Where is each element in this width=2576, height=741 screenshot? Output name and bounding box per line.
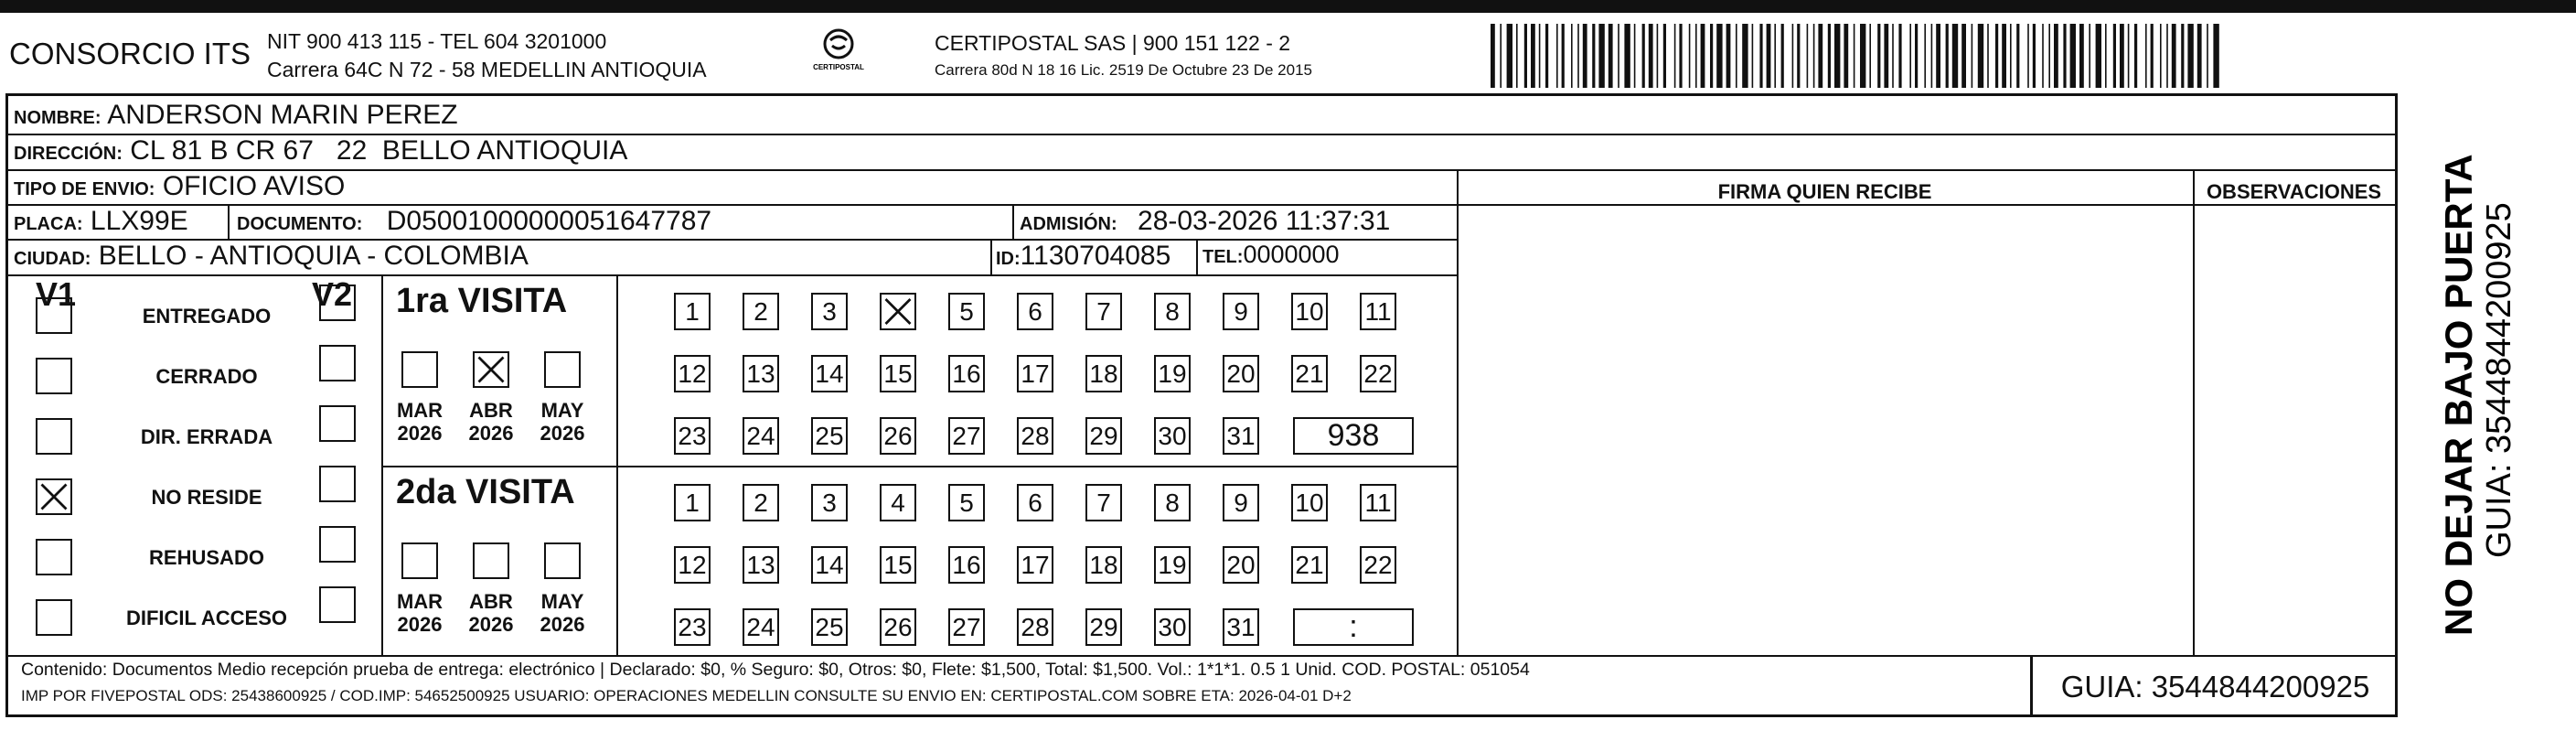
barcode-bar [1987, 24, 1989, 88]
day-box[interactable]: 16 [948, 355, 985, 392]
day-box[interactable]: 29 [1085, 417, 1122, 455]
col-divider-firma [1457, 169, 1459, 655]
barcode-bar [1674, 24, 1676, 88]
direccion-value: CL 81 B CR 67 22 BELLO ANTIOQUIA [130, 135, 628, 166]
direccion-row [14, 135, 627, 166]
day-box[interactable]: 18 [1085, 355, 1122, 392]
barcode-bar [1952, 24, 1958, 88]
barcode-bar [1774, 24, 1776, 88]
barcode-bar [2172, 24, 2176, 88]
v2-label: V2 [312, 275, 353, 313]
barcode-bar [2160, 24, 2162, 88]
day-box[interactable]: 2 [743, 484, 779, 521]
tipo-row [14, 171, 345, 202]
barcode-bar [1797, 24, 1800, 88]
reason-label: ENTREGADO [142, 305, 272, 328]
day-box[interactable]: 11 [1360, 484, 1396, 521]
day-box[interactable]: 7 [1085, 484, 1122, 521]
barcode-bar [2134, 24, 2137, 88]
month-checkbox[interactable] [401, 351, 438, 388]
reason-label: NO RESIDE [151, 486, 262, 509]
barcode-bar [1571, 24, 1573, 88]
day-box[interactable]: 20 [1223, 546, 1259, 584]
day-box[interactable]: 22 [1360, 355, 1396, 392]
day-box[interactable]: 28 [1017, 608, 1053, 646]
barcode-bar [1663, 24, 1666, 88]
visit-title: 2da VISITA [396, 473, 575, 511]
barcode-bar [2054, 24, 2058, 88]
day-box[interactable]: 18 [1085, 546, 1122, 584]
barcode-bar [1726, 24, 1731, 88]
barcode-bar [1752, 24, 1754, 88]
day-box[interactable]: 10 [1291, 484, 1328, 521]
barcode-bar [1898, 24, 1901, 88]
cell-divider [990, 239, 992, 274]
day-box[interactable]: 5 [948, 293, 985, 330]
footer-meta: IMP POR FIVEPOSTAL ODS: 25438600925 / COD.IMP: 54652500925 USUARIO: OPERACIONES MEDELLIN CONSULTE SU ENVIO EN: CERTIPOSTAL.COM SOBRE ETA: 2026-04-01 D+2 [21, 687, 1352, 704]
day-box[interactable]: 19 [1154, 546, 1191, 584]
day-box[interactable]: 26 [880, 417, 916, 455]
barcode-bar [1516, 24, 1518, 88]
barcode-bar [2089, 24, 2090, 88]
reason-label: DIR. ERRADA [140, 425, 273, 448]
day-box[interactable]: 1 [674, 293, 711, 330]
month-checkbox[interactable] [544, 351, 581, 388]
day-box[interactable]: 30 [1154, 417, 1191, 455]
v1-checkbox[interactable] [36, 418, 72, 455]
barcode-bar [1491, 24, 1495, 88]
day-box[interactable]: 3 [811, 293, 848, 330]
barcode-bar [1736, 24, 1737, 88]
documento-cell [237, 206, 711, 237]
certipostal-line: CERTIPOSTAL SAS | 900 151 122 - 2 [935, 31, 1291, 55]
id-label: ID: [996, 249, 1021, 269]
month-name: MAR [396, 590, 444, 613]
footer-content: Contenido: Documentos Medio recepción prueba de entrega: electrónico | Declarado: $0, % Seguro: $0, Otros: $0, Flete: $1,500, Total: $1,500. Vol.: 1*1*1. 0.5 1 Unid. COD. POSTAL: 051054 [21, 660, 1530, 680]
v1-label: V1 [36, 275, 77, 313]
month-year: 2026 [540, 422, 585, 445]
tipo-value: OFICIO AVISO [162, 171, 346, 201]
day-box[interactable]: 6 [1017, 293, 1053, 330]
day-box[interactable]: 24 [743, 417, 779, 455]
barcode-bar [1657, 24, 1659, 88]
v1-checkbox[interactable] [36, 358, 72, 394]
barcode-bar [2105, 24, 2107, 88]
certipostal-info [935, 29, 1312, 84]
reason-label: DIFICIL ACCESO [125, 607, 287, 629]
nombre-value: ANDERSON MARIN PEREZ [107, 100, 458, 130]
month-label [462, 590, 520, 636]
month-checkbox[interactable] [544, 542, 581, 579]
day-box[interactable]: 19 [1154, 355, 1191, 392]
documento-value: D05001000000051647787 [386, 206, 712, 236]
v2-checkbox[interactable] [319, 405, 356, 442]
guia-number: GUIA: 3544844200925 [2030, 656, 2398, 717]
day-box[interactable]: 7 [1085, 293, 1122, 330]
tipo-label: TIPO DE ENVIO: [14, 179, 155, 199]
firma-header: FIRMA QUIEN RECIBE [1717, 180, 1932, 203]
barcode-bar [1915, 24, 1918, 88]
row-divider [8, 169, 2395, 171]
day-box[interactable]: 17 [1017, 546, 1053, 584]
barcode-bar [1828, 24, 1831, 88]
observaciones-header: OBSERVACIONES [2206, 180, 2382, 203]
month-label [390, 399, 449, 445]
day-box[interactable]: 11 [1360, 293, 1396, 330]
barcode-bar [1710, 24, 1713, 88]
day-box[interactable]: 29 [1085, 608, 1122, 646]
reason-label: CERRADO [155, 365, 258, 388]
barcode-bar [2070, 24, 2076, 88]
v2-checkbox[interactable] [319, 345, 356, 381]
day-box[interactable]: 23 [674, 417, 711, 455]
barcode-bar [1524, 24, 1527, 88]
barcode-bar [1909, 24, 1911, 88]
barcode-bar [1618, 24, 1619, 88]
v2-checkbox[interactable] [319, 586, 356, 623]
day-box[interactable]: 13 [743, 355, 779, 392]
v2-checkbox[interactable] [319, 526, 356, 563]
day-box[interactable]: 14 [811, 355, 848, 392]
id-cell [996, 241, 1170, 272]
barcode-bar [1716, 24, 1722, 88]
barcode-bar [1695, 24, 1697, 88]
barcode-bar [1531, 24, 1535, 88]
company-name: CONSORCIO ITS [9, 37, 251, 70]
day-box[interactable]: 17 [1017, 355, 1053, 392]
month-checkbox[interactable] [473, 542, 509, 579]
company-info [267, 27, 707, 84]
barcode-bar [1884, 24, 1888, 88]
barcode-bar [1834, 24, 1840, 88]
barcode-bar [1931, 24, 1933, 88]
barcode-bar [1679, 24, 1682, 88]
barcode-bar [1781, 24, 1784, 88]
day-box[interactable]: 14 [811, 546, 848, 584]
placa-value: LLX99E [90, 206, 188, 236]
day-box[interactable]: 24 [743, 608, 779, 646]
ciudad-value: BELLO - ANTIOQUIA - COLOMBIA [98, 241, 529, 271]
month-name: MAR [396, 399, 444, 422]
day-box[interactable]: 25 [811, 417, 848, 455]
day-box[interactable]: 8 [1154, 484, 1191, 521]
barcode-bar [1562, 24, 1565, 88]
barcode-bar [1556, 24, 1558, 88]
day-box[interactable]: 9 [1223, 293, 1259, 330]
barcode-bar [2151, 24, 2154, 88]
barcode-bar [1936, 24, 1940, 88]
day-box[interactable]: 6 [1017, 484, 1053, 521]
barcode-bar [1742, 24, 1748, 88]
top-border-bar [0, 0, 2576, 13]
day-box[interactable]: 26 [880, 608, 916, 646]
v1-checkbox[interactable] [36, 539, 72, 575]
barcode-bar [1978, 24, 1983, 88]
nombre-row [14, 100, 458, 131]
barcode-bar [1792, 24, 1794, 88]
day-box[interactable]: 12 [674, 546, 711, 584]
reason-label: REHUSADO [149, 546, 264, 569]
barcode-bar [2181, 24, 2184, 88]
barcode-bar [2096, 24, 2101, 88]
ciudad-label: CIUDAD: [14, 249, 91, 269]
tel-value: 0000000 [1243, 241, 1340, 268]
nit-line: NIT 900 413 115 - TEL 604 3201000 [267, 29, 607, 53]
barcode-bar [1961, 24, 1966, 88]
barcode-bar [1598, 24, 1604, 88]
barcode-bar [1500, 24, 1502, 88]
barcode-bar [2048, 24, 2050, 88]
month-name: ABR [469, 590, 513, 613]
barcode-bar [1877, 24, 1880, 88]
barcode-bar [2120, 24, 2124, 88]
side-guia-text: GUIA: 3544844200925 [2480, 202, 2518, 558]
barcode-bar [1860, 24, 1865, 88]
day-box[interactable] [880, 293, 916, 330]
day-box[interactable]: 13 [743, 546, 779, 584]
barcode [1491, 24, 2222, 88]
barcode-bar [2079, 24, 2084, 88]
month-year: 2026 [468, 613, 514, 636]
day-box[interactable]: 23 [674, 608, 711, 646]
v1-checkbox[interactable] [36, 599, 72, 636]
placa-cell [14, 206, 188, 237]
barcode-bar [1577, 24, 1579, 88]
cell-divider [228, 204, 230, 239]
barcode-bar [2197, 24, 2202, 88]
month-year: 2026 [397, 613, 443, 636]
barcode-bar [1701, 24, 1705, 88]
time-box[interactable]: 938 [1293, 417, 1414, 455]
barcode-bar [2016, 24, 2019, 88]
barcode-bar [1609, 24, 1613, 88]
barcode-bar [2042, 24, 2044, 88]
barcode-bar [2113, 24, 2116, 88]
month-label [533, 590, 592, 636]
barcode-bar [2063, 24, 2066, 88]
admision-label: ADMISIÓN: [1020, 214, 1117, 234]
visit-title: 1ra VISITA [396, 282, 568, 320]
no-dejar-text: NO DEJAR BAJO PUERTA [2437, 154, 2480, 636]
month-checkbox[interactable] [401, 542, 438, 579]
row-divider [8, 274, 1457, 276]
barcode-bar [2010, 24, 2012, 88]
barcode-bar [2033, 24, 2036, 88]
barcode-bar [1972, 24, 1973, 88]
barcode-bar [1759, 24, 1762, 88]
certipostal-address: Carrera 80d N 18 16 Lic. 2519 De Octubre 23 De 2015 [935, 61, 1312, 79]
day-box[interactable]: 15 [880, 355, 916, 392]
day-box[interactable]: 31 [1223, 608, 1259, 646]
barcode-bar [2145, 24, 2147, 88]
barcode-bar [2002, 24, 2006, 88]
day-box[interactable]: 1 [674, 484, 711, 521]
logo-text: CERTIPOSTAL [813, 63, 864, 71]
barcode-bar [1583, 24, 1587, 88]
barcode-bar [1634, 24, 1636, 88]
month-year: 2026 [540, 613, 585, 636]
time-box[interactable]: : [1293, 608, 1414, 646]
section-divider [616, 274, 618, 655]
day-box[interactable]: 3 [811, 484, 848, 521]
visit-divider [381, 466, 1457, 467]
barcode-bar [1844, 24, 1848, 88]
month-label [533, 399, 592, 445]
day-box[interactable]: 4 [880, 484, 916, 521]
barcode-bar [1767, 24, 1771, 88]
tel-cell [1202, 241, 1340, 269]
ciudad-cell [14, 241, 529, 272]
tel-label: TEL: [1202, 247, 1244, 267]
month-year: 2026 [468, 422, 514, 445]
day-box[interactable]: 21 [1291, 355, 1328, 392]
barcode-bar [1869, 24, 1871, 88]
company-address: Carrera 64C N 72 - 58 MEDELLIN ANTIOQUIA [267, 58, 707, 81]
admision-cell [1020, 206, 1390, 237]
day-box[interactable]: 20 [1223, 355, 1259, 392]
placa-label: PLACA: [14, 214, 83, 234]
id-value: 1130704085 [1020, 241, 1171, 271]
barcode-bar [1892, 24, 1894, 88]
cell-divider [1012, 204, 1014, 239]
day-box[interactable]: 16 [948, 546, 985, 584]
barcode-bar [2207, 24, 2208, 88]
day-box[interactable]: 15 [880, 546, 916, 584]
barcode-bar [1624, 24, 1630, 88]
barcode-bar [1642, 24, 1645, 88]
day-box[interactable]: 5 [948, 484, 985, 521]
barcode-bar [1545, 24, 1548, 88]
v2-checkbox[interactable] [319, 285, 356, 321]
barcode-bar [1813, 24, 1815, 88]
day-box[interactable]: 10 [1291, 293, 1328, 330]
barcode-bar [1649, 24, 1653, 88]
barcode-bar [1592, 24, 1595, 88]
barcode-bar [1539, 24, 1541, 88]
admision-value: 28-03-2026 11:37:31 [1138, 206, 1391, 236]
documento-label: DOCUMENTO: [237, 214, 363, 234]
day-box[interactable]: 2 [743, 293, 779, 330]
day-box[interactable]: 31 [1223, 417, 1259, 455]
month-name: MAY [540, 399, 584, 422]
month-label [390, 590, 449, 636]
day-box[interactable]: 21 [1291, 546, 1328, 584]
month-name: ABR [469, 399, 513, 422]
cell-divider [1196, 239, 1198, 274]
column-header-divider [1457, 204, 2395, 206]
day-box[interactable]: 27 [948, 608, 985, 646]
barcode-bar [1995, 24, 1998, 88]
barcode-bar [1507, 24, 1512, 88]
v2-checkbox[interactable] [319, 466, 356, 502]
barcode-bar [2166, 24, 2168, 88]
month-name: MAY [540, 590, 584, 613]
v1-checkbox[interactable] [36, 478, 72, 515]
col-divider-obs [2193, 169, 2195, 655]
day-box[interactable]: 25 [811, 608, 848, 646]
section-divider [381, 274, 383, 655]
barcode-bar [1818, 24, 1822, 88]
day-box[interactable]: 8 [1154, 293, 1191, 330]
day-box[interactable]: 30 [1154, 608, 1191, 646]
certipostal-logo [812, 26, 865, 79]
barcode-bar [1807, 24, 1809, 88]
month-label [462, 399, 520, 445]
nombre-label: NOMBRE: [14, 108, 102, 128]
delivery-form [5, 93, 2398, 717]
day-box[interactable]: 22 [1360, 546, 1396, 584]
side-warning [2400, 110, 2574, 640]
barcode-bar [1946, 24, 1949, 88]
day-box[interactable]: 9 [1223, 484, 1259, 521]
month-checkbox[interactable] [473, 351, 509, 388]
barcode-bar [2027, 24, 2029, 88]
barcode-bar [2187, 24, 2193, 88]
day-box[interactable]: 12 [674, 355, 711, 392]
barcode-bar [2213, 24, 2218, 88]
barcode-bar [1854, 24, 1855, 88]
barcode-bar [2128, 24, 2130, 88]
barcode-bar [1924, 24, 1926, 88]
barcode-bar [1689, 24, 1691, 88]
v1-checkbox[interactable] [36, 297, 72, 334]
direccion-label: DIRECCIÓN: [14, 144, 123, 164]
month-year: 2026 [397, 422, 443, 445]
day-box[interactable]: 28 [1017, 417, 1053, 455]
day-box[interactable]: 27 [948, 417, 985, 455]
